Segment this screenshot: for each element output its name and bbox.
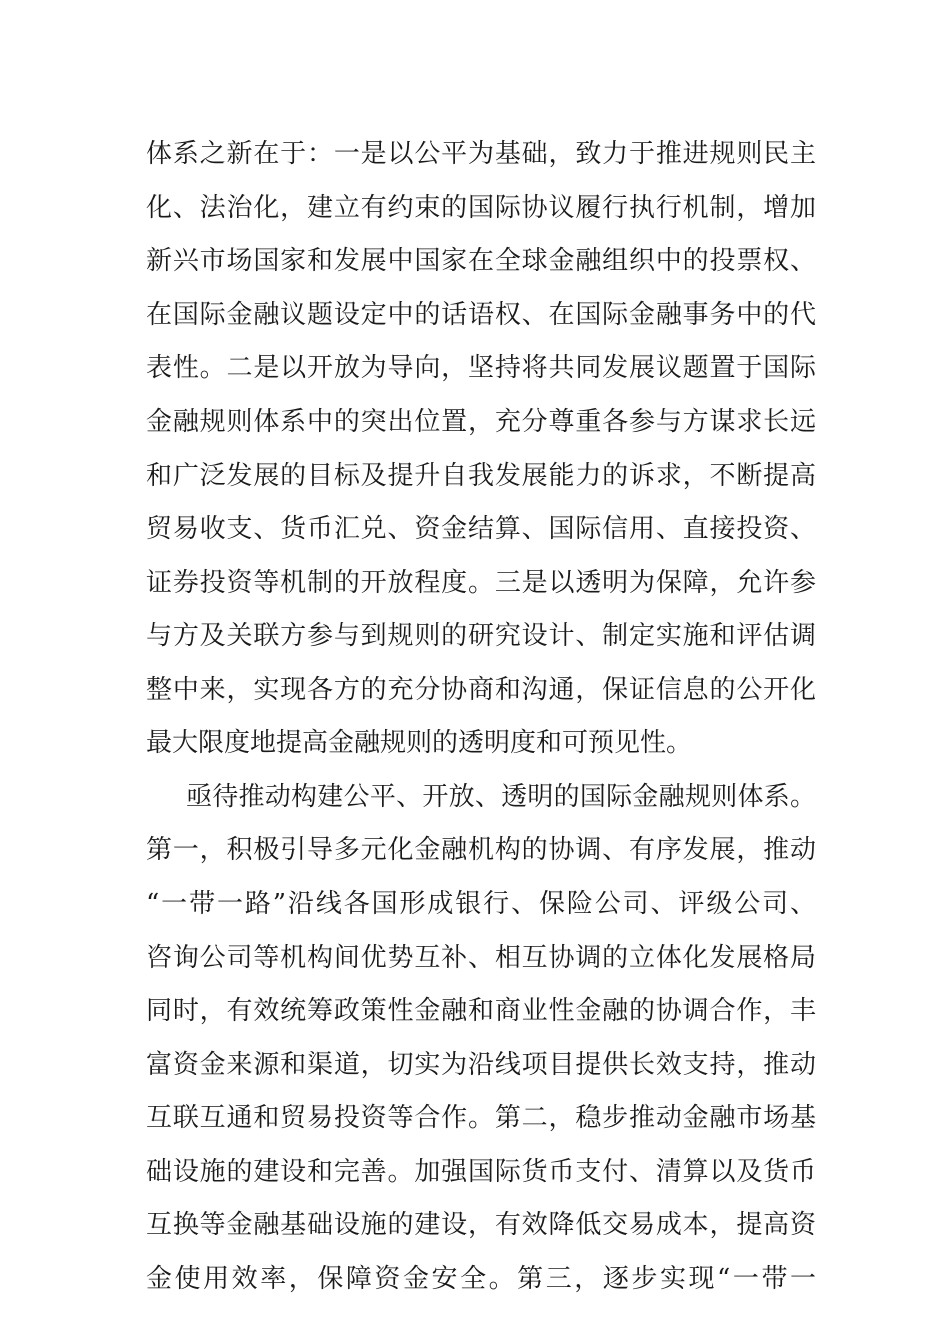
text-line-15: “一带一路”沿线各国形成银行、保险公司、评级公司、 <box>146 889 816 919</box>
text-line-17: 同时，有效统筹政策性金融和商业性金融的协调合作，丰 <box>146 996 816 1026</box>
text-line-11: 整中来，实现各方的充分协商和沟通，保证信息的公开化 <box>146 675 816 705</box>
text-line-22: 金使用效率，保障资金安全。第三，逐步实现“一带一 <box>146 1264 816 1294</box>
text-line-12: 最大限度地提高金融规则的透明度和可预见性。 <box>146 728 693 758</box>
text-line-14: 第一，积极引导多元化金融机构的协调、有序发展，推动 <box>146 835 816 865</box>
text-line-3: 新兴市场国家和发展中国家在全球金融组织中的投票权、 <box>146 246 816 276</box>
text-line-2: 化、法治化，建立有约束的国际协议履行执行机制，增加 <box>146 193 816 223</box>
text-line-10: 与方及关联方参与到规则的研究设计、制定实施和评估调 <box>146 621 816 651</box>
text-line-1: 体系之新在于：一是以公平为基础，致力于推进规则民主 <box>146 139 816 169</box>
text-line-8: 贸易收支、货币汇兑、资金结算、国际信用、直接投资、 <box>146 514 816 544</box>
text-line-9: 证券投资等机制的开放程度。三是以透明为保障，允许参 <box>146 568 816 598</box>
text-line-16: 咨询公司等机构间优势互补、相互协调的立体化发展格局 <box>146 943 816 973</box>
text-line-5: 表性。二是以开放为导向，坚持将共同发展议题置于国际 <box>146 353 816 383</box>
text-line-20: 础设施的建设和完善。加强国际货币支付、清算以及货币 <box>146 1157 816 1187</box>
text-line-6: 金融规则体系中的突出位置，充分尊重各参与方谋求长远 <box>146 407 816 437</box>
text-line-4: 在国际金融议题设定中的话语权、在国际金融事务中的代 <box>146 300 816 330</box>
text-line-7: 和广泛发展的目标及提升自我发展能力的诉求，不断提高 <box>146 461 816 491</box>
text-line-19: 互联互通和贸易投资等合作。第二，稳步推动金融市场基 <box>146 1103 816 1133</box>
paragraph-heading-line: 亟待推动构建公平、开放、透明的国际金融规则体系。 <box>186 782 816 812</box>
text-line-18: 富资金来源和渠道，切实为沿线项目提供长效支持，推动 <box>146 1050 816 1080</box>
text-line-21: 互换等金融基础设施的建设，有效降低交易成本，提高资 <box>146 1210 816 1240</box>
